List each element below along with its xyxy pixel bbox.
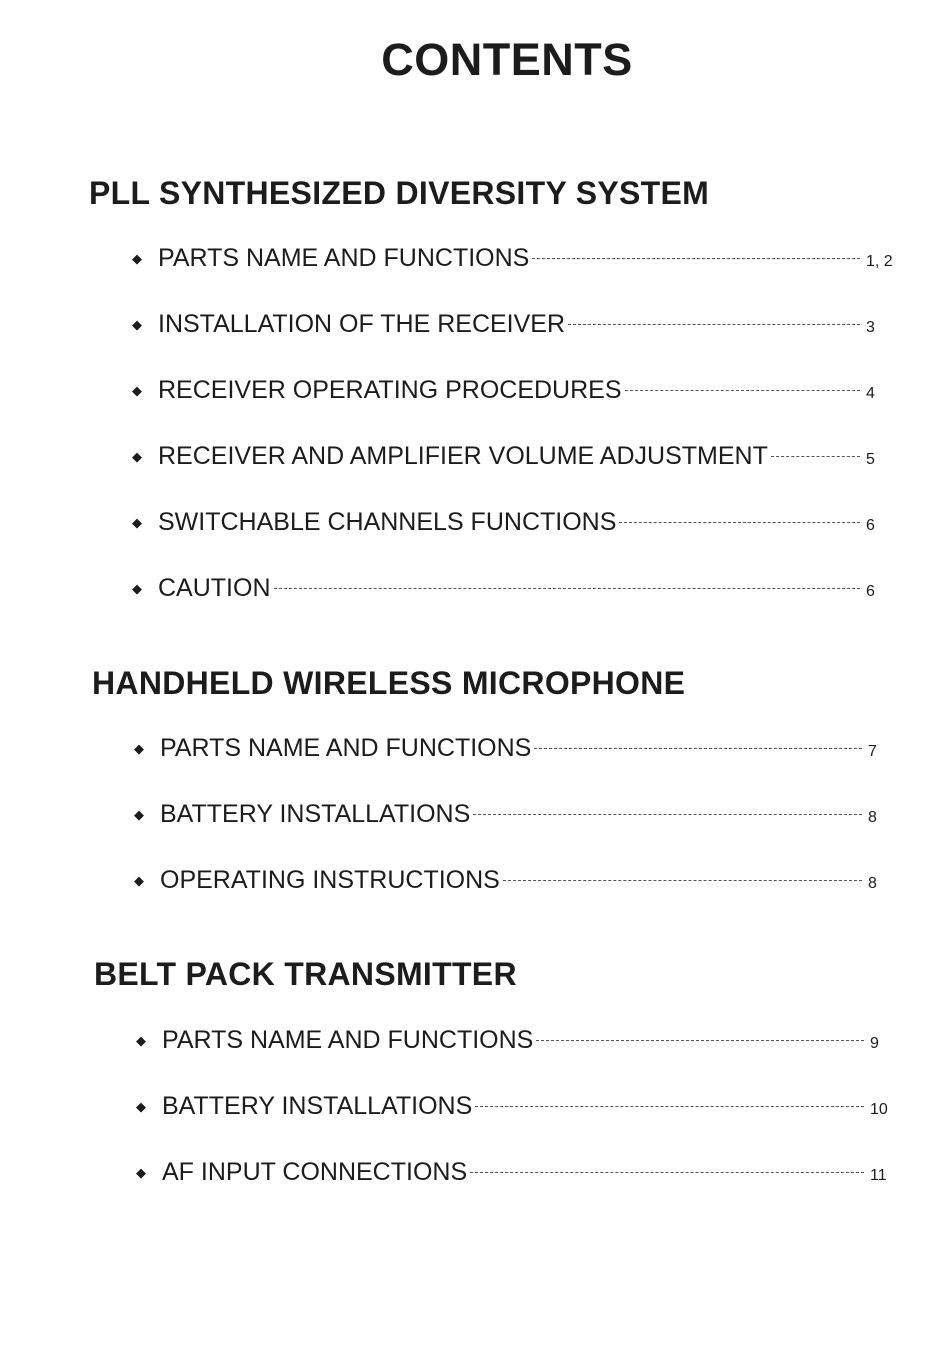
toc-entry[interactable] — [132, 442, 902, 474]
dot-leader — [534, 748, 862, 749]
toc-entry-label: PARTS NAME AND FUNCTIONS — [162, 1026, 534, 1054]
toc-entry[interactable] — [132, 574, 902, 606]
diamond-bullet-icon: ◆ — [136, 1165, 146, 1180]
toc-entry-label: RECEIVER AND AMPLIFIER VOLUME ADJUSTMENT — [158, 442, 768, 470]
toc-entry-label: BATTERY INSTALLATIONS — [160, 800, 471, 828]
toc-entry-page: 5 — [866, 451, 875, 468]
dot-leader — [619, 522, 860, 523]
toc-entry-label: INSTALLATION OF THE RECEIVER — [158, 310, 566, 338]
toc-entry-page: 11 — [870, 1167, 887, 1184]
section-heading-pll-synthesized-diversity-system: PLL SYNTHESIZED DIVERSITY SYSTEM — [89, 175, 710, 211]
toc-entry[interactable] — [132, 376, 902, 408]
diamond-bullet-icon: ◆ — [134, 807, 144, 822]
toc-entry-label: PARTS NAME AND FUNCTIONS — [158, 244, 530, 272]
diamond-bullet-icon: ◆ — [134, 873, 144, 888]
dot-leader — [532, 258, 860, 259]
toc-entry[interactable] — [132, 244, 902, 276]
toc-entry-label: BATTERY INSTALLATIONS — [162, 1092, 473, 1120]
dot-leader — [475, 1106, 864, 1107]
diamond-bullet-icon: ◆ — [132, 581, 142, 596]
toc-entry-label: CAUTION — [158, 574, 271, 602]
toc-entry[interactable] — [136, 1026, 906, 1058]
toc-entry-page: 1, 2 — [866, 253, 893, 270]
toc-entry[interactable] — [136, 1092, 906, 1124]
toc-entry-label: AF INPUT CONNECTIONS — [162, 1158, 468, 1186]
dot-leader — [503, 880, 862, 881]
toc-entry-page: 6 — [866, 583, 875, 600]
toc-entry-page: 8 — [868, 809, 877, 826]
diamond-bullet-icon: ◆ — [132, 317, 142, 332]
toc-entry[interactable] — [132, 508, 902, 540]
toc-entry-page: 8 — [868, 875, 877, 892]
dot-leader — [771, 456, 860, 457]
toc-entry-label: OPERATING INSTRUCTIONS — [160, 866, 500, 894]
toc-entry-label: PARTS NAME AND FUNCTIONS — [160, 734, 532, 762]
toc-entry[interactable] — [134, 800, 904, 832]
toc-entry-page: 4 — [866, 385, 875, 402]
dot-leader — [625, 390, 860, 391]
toc-entry-page: 10 — [870, 1101, 888, 1118]
dot-leader — [473, 814, 862, 815]
toc-entry-page: 6 — [866, 517, 875, 534]
toc-entry[interactable] — [134, 734, 904, 766]
diamond-bullet-icon: ◆ — [132, 383, 142, 398]
toc-entry-page: 7 — [868, 743, 877, 760]
toc-entry-page: 9 — [870, 1035, 879, 1052]
toc-entry-label: SWITCHABLE CHANNELS FUNCTIONS — [158, 508, 617, 536]
page-title: CONTENTS — [381, 34, 633, 85]
toc-entry-page: 3 — [866, 319, 875, 336]
toc-entry[interactable] — [134, 866, 904, 898]
diamond-bullet-icon: ◆ — [136, 1099, 146, 1114]
diamond-bullet-icon: ◆ — [132, 251, 142, 266]
dot-leader — [274, 588, 861, 589]
section-heading-belt-pack-transmitter: BELT PACK TRANSMITTER — [94, 956, 517, 992]
section-heading-handheld-wireless-microphone: HANDHELD WIRELESS MICROPHONE — [92, 665, 686, 701]
dot-leader — [536, 1040, 864, 1041]
diamond-bullet-icon: ◆ — [132, 515, 142, 530]
dot-leader — [568, 324, 860, 325]
toc-entry[interactable] — [132, 310, 902, 342]
diamond-bullet-icon: ◆ — [136, 1033, 146, 1048]
toc-entry[interactable] — [136, 1158, 906, 1190]
dot-leader — [470, 1172, 864, 1173]
diamond-bullet-icon: ◆ — [134, 741, 144, 756]
toc-entry-label: RECEIVER OPERATING PROCEDURES — [158, 376, 622, 404]
diamond-bullet-icon: ◆ — [132, 449, 142, 464]
